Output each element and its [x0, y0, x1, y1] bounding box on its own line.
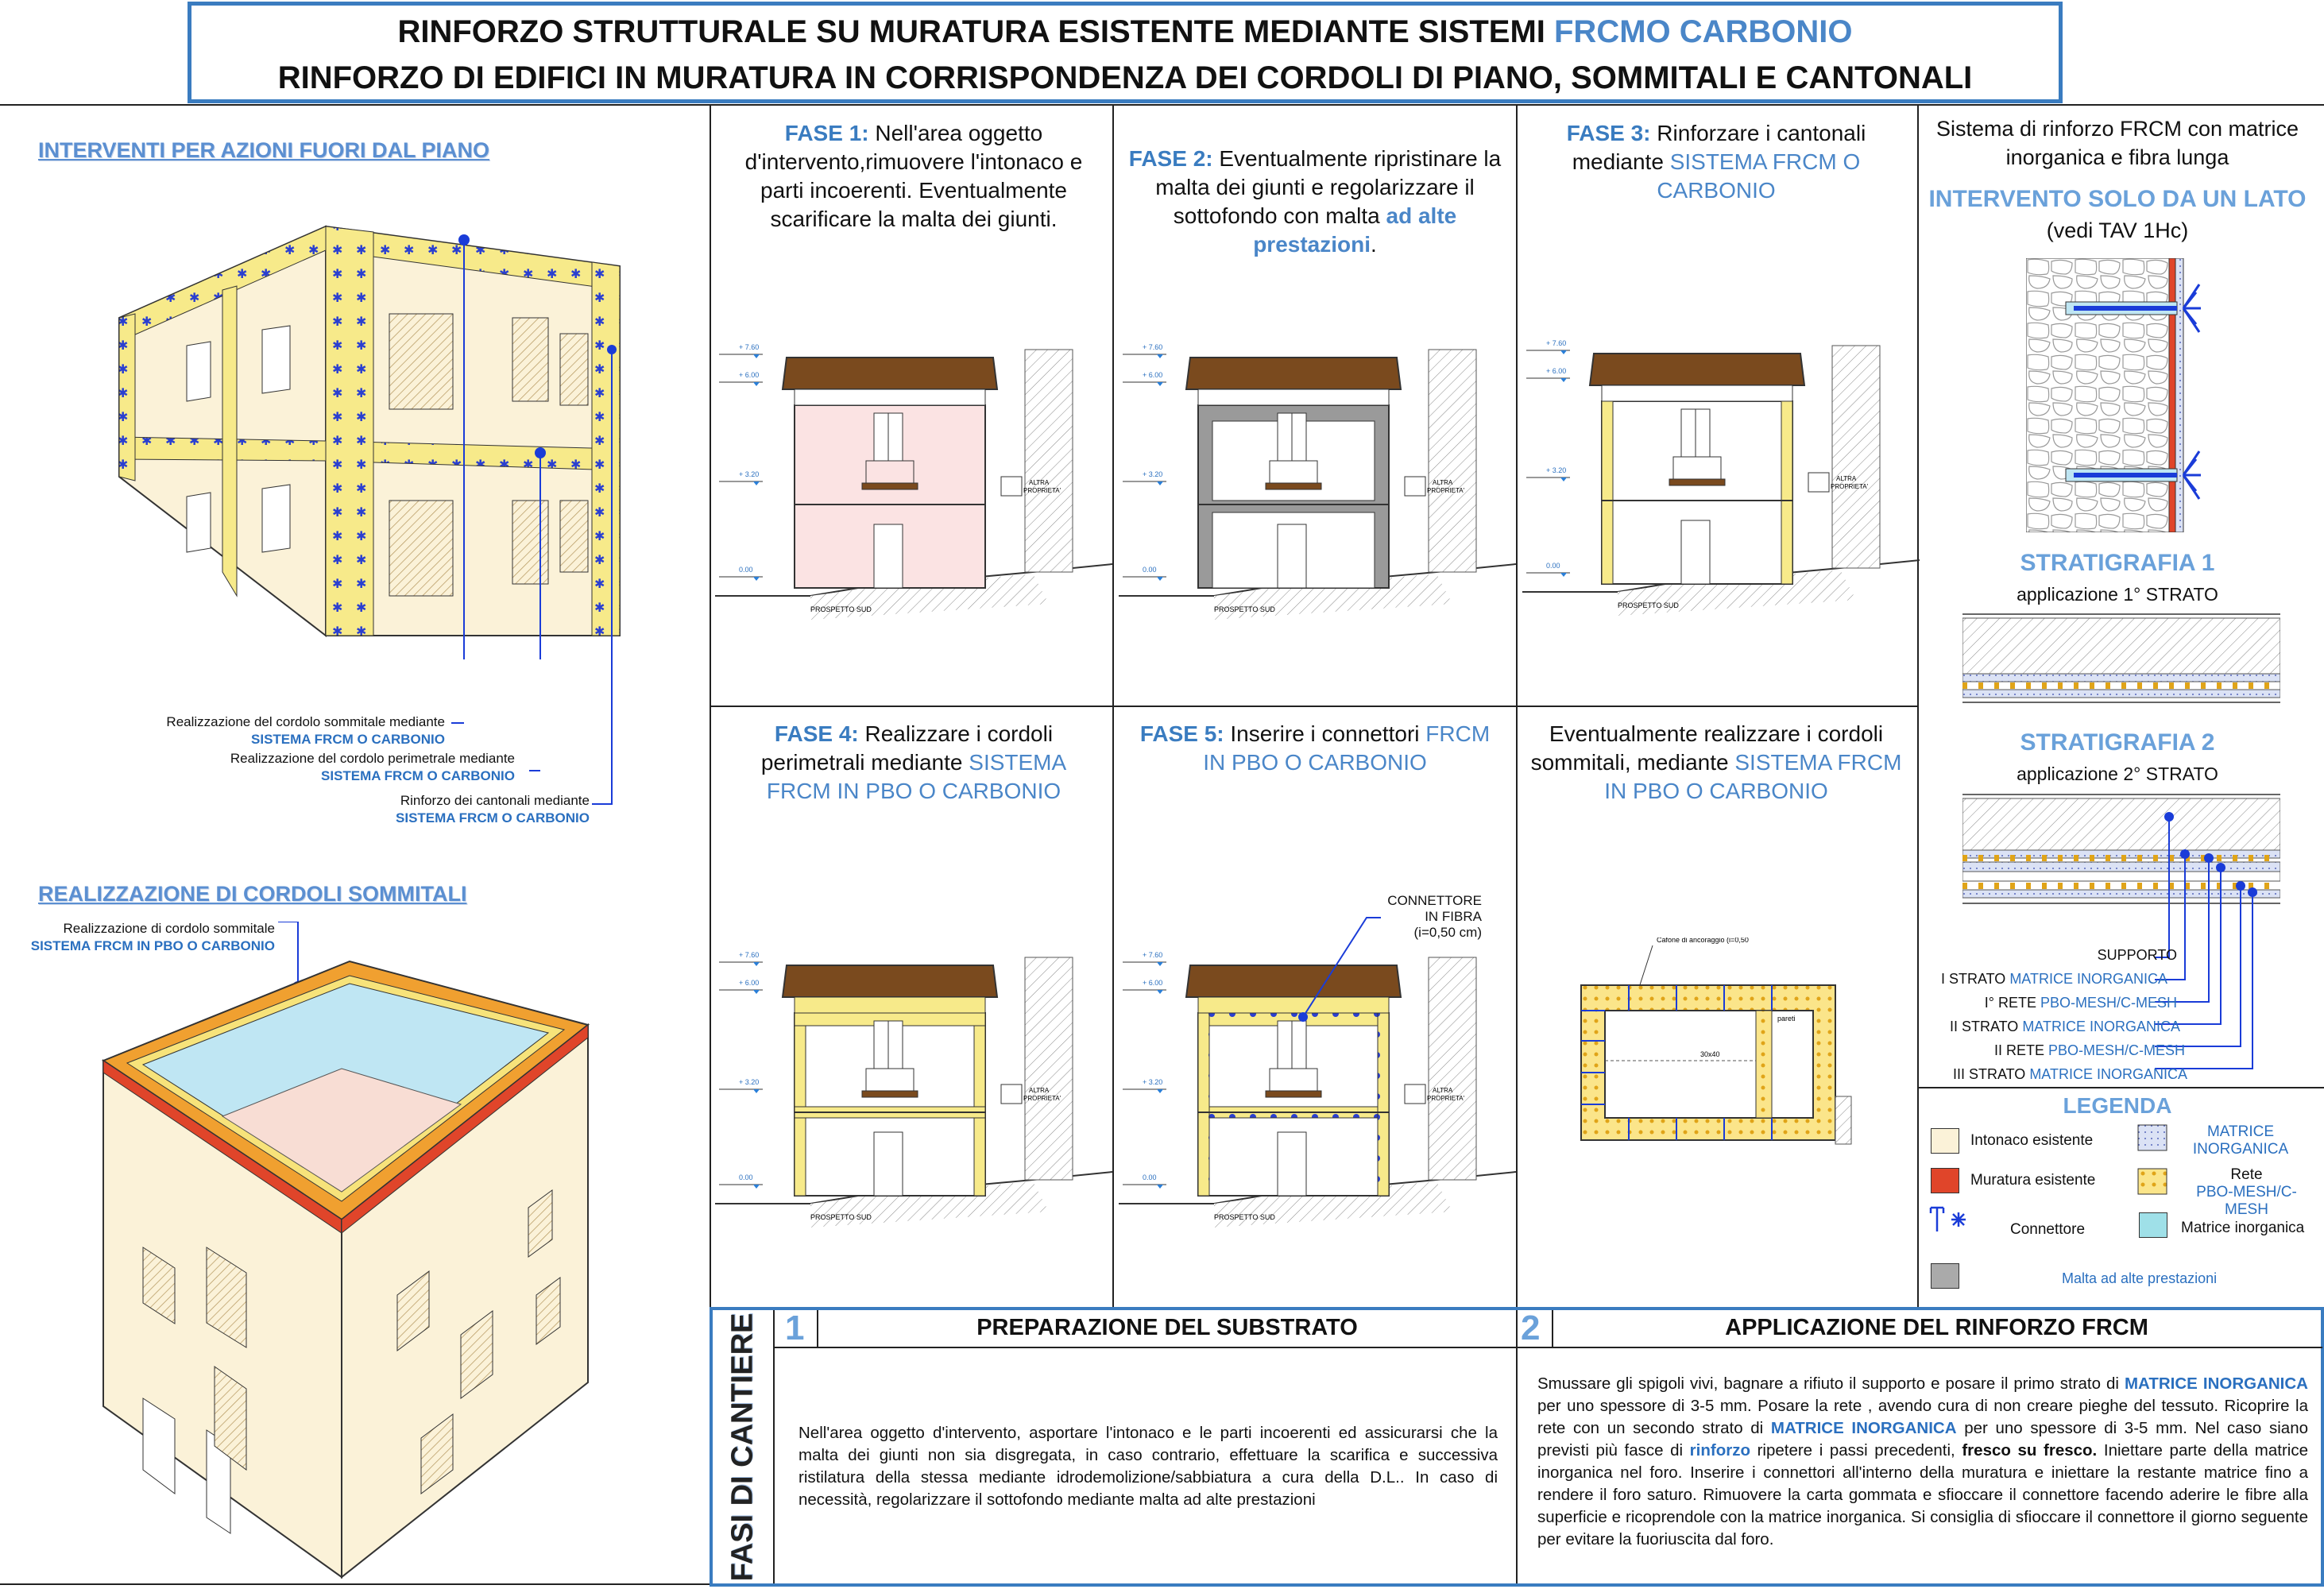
door: [1278, 524, 1306, 588]
legend-swatch-matrice-hatch: [2137, 1124, 2169, 1153]
level-marker: [753, 1185, 760, 1189]
bottom-divider-mid: [1516, 1310, 1518, 1583]
step-2-text-b1: MATRICE INORGANICA: [2124, 1374, 2308, 1393]
door: [1278, 1132, 1306, 1196]
level-label: + 6.00: [1143, 979, 1163, 987]
legend-swatch-intonaco: [1931, 1128, 1959, 1154]
strat-label-4-a: II RETE: [1993, 1042, 2048, 1058]
step-2-text-b3: rinforzo: [1689, 1441, 1750, 1459]
cantonale-right-dots: [1378, 1013, 1389, 1196]
roof-eave: [795, 997, 985, 1013]
note-cordolo-sommitale-2-text: Realizzazione di cordolo sommitale: [63, 921, 275, 936]
strat1-head: STRATIGRAFIA 1: [2020, 550, 2215, 576]
prospetto-label: PROSPETTO SUD: [1618, 601, 1679, 609]
roof-eave: [1198, 389, 1389, 405]
step-2-number: 2: [1521, 1309, 1541, 1347]
level-label: + 7.60: [1546, 339, 1567, 347]
wall-section-connector-detail: [2026, 258, 2201, 532]
phase-1-label: FASE 1:: [784, 121, 869, 145]
note-cantonali-text: Rinforzo dei cantonali mediante: [400, 793, 590, 808]
level-label: + 3.20: [739, 1078, 760, 1086]
balcony-slab: [862, 1091, 918, 1097]
plan-dim-label: 30x40: [1700, 1050, 1720, 1058]
balcony-slab: [1266, 1091, 1321, 1097]
level-marker: [1157, 990, 1163, 994]
elevation-phase-2: [1119, 334, 1516, 644]
legend-swatch-malta: [1931, 1263, 1959, 1289]
level-marker: [1560, 573, 1567, 577]
level-label: + 6.00: [1143, 371, 1163, 379]
prospetto-label: PROSPETTO SUD: [1214, 605, 1275, 613]
strat-label-4-b: PBO-MESH/C-MESH: [2048, 1042, 2185, 1058]
note-cantonali: [270, 792, 590, 827]
altra-label-1: ALTRA: [1029, 479, 1050, 486]
connettore-label-1: CONNETTORE: [1387, 893, 1482, 908]
cantonale-right: [1781, 401, 1792, 584]
strat-label-5-b: MATRICE INORGANICA: [2029, 1066, 2187, 1082]
level-marker: [1157, 1185, 1163, 1189]
phase-5-desc: Inserire i connettori: [1224, 721, 1426, 746]
altra-label-2: PROPRIETA': [1427, 487, 1465, 494]
strat2-head: STRATIGRAFIA 2: [2020, 729, 2215, 756]
level-marker: [753, 382, 760, 386]
note-cordolo-sommitale-text: Realizzazione del cordolo sommitale mediante: [166, 714, 445, 729]
altra-label-1: ALTRA: [1029, 1087, 1050, 1094]
phase-5-label: FASE 5:: [1139, 721, 1224, 746]
phase-5-text: [1128, 720, 1502, 777]
neighbour-building: [1429, 350, 1476, 572]
side-box: [1405, 1084, 1425, 1104]
cantonale-left-dots: [1198, 1013, 1209, 1196]
level-label: + 3.20: [739, 470, 760, 478]
phase-1-desc: Nell'area oggetto d'intervento,rimuovere l'intonaco e parti incoerenti. Eventualmente scarificare la malta dei giunti.: [744, 121, 1083, 231]
legend-rete: [2177, 1166, 2316, 1219]
phase-4-text: [727, 720, 1100, 806]
step-2-text-b4: fresco su fresco.: [1962, 1441, 2098, 1459]
level-label: 0.00: [1143, 1173, 1157, 1181]
level-marker: [753, 990, 760, 994]
door: [874, 524, 903, 588]
cantonale-left: [1602, 401, 1613, 584]
level-label: + 7.60: [739, 951, 760, 959]
level-marker: [1157, 354, 1163, 358]
connettore-label-2: IN FIBRA: [1425, 909, 1482, 924]
bottom-divider-side: [773, 1310, 775, 1583]
altra-label-2: PROPRIETA': [1427, 1095, 1465, 1102]
right-intro: Sistema di rinforzo FRCM con matrice inorganica e fibra lunga: [1935, 117, 2299, 169]
legend-swatch-matrice-inorg: [2139, 1212, 2167, 1238]
phase-2-end: .: [1371, 232, 1377, 257]
strat-label-1-a: I STRATO: [1940, 971, 2010, 987]
side-box: [1405, 477, 1425, 496]
strat-label-5-a: III STRATO: [1952, 1066, 2030, 1082]
strat-label-3: [1926, 1019, 2180, 1035]
section-title-cordoli-sommitali: REALIZZAZIONE DI CORDOLI SOMMITALI: [38, 882, 467, 906]
prospetto-label: PROSPETTO SUD: [1214, 1213, 1275, 1221]
legend-matrice: [2181, 1123, 2300, 1158]
roof-eave: [795, 389, 985, 405]
title-line-1-accent: FRCMO CARBONIO: [1554, 14, 1853, 49]
legend-connettore: Connettore: [2010, 1221, 2086, 1238]
connettore-leader: [1287, 906, 1382, 1033]
level-marker: [1157, 962, 1163, 966]
level-marker: [753, 354, 760, 358]
phase-6-desc: Eventualmente realizzare i cordoli sommitali, mediante: [1530, 721, 1884, 775]
step-1-title: PREPARAZIONE DEL SUBSTRATO: [976, 1315, 1358, 1340]
neighbour-building: [1429, 957, 1476, 1180]
strat-label-supporto-text: SUPPORTO: [2097, 947, 2177, 963]
fasi-cantiere-text: FASI DI CANTIERE: [725, 1313, 760, 1581]
level-label: + 3.20: [1546, 466, 1567, 474]
step-2-text-f: Iniettare parte della matrice inorganica nel foro. Inserire i connettori all'interno della muratura e iniettare la restante matrice fino a rendere il foro saturo. Rimuovere la carta gommata e sfioccare il connettore facendo aderire le fibre alla superficie e ricoprendole con la matrice inorganica. Si consiglia di sfioccare il connettore il giorno seguente per evitare la fuoriuscita dal foro.: [1537, 1441, 2309, 1548]
strat-label-3-b: MATRICE INORGANICA: [2022, 1019, 2180, 1034]
level-marker: [1560, 350, 1567, 354]
step-1-text: Nell'area oggetto d'intervento, asportare l'intonaco e le parti incoerenti ed assicurarsi che la malta dei giunti non sia disgregata, in caso contrario, effettuare la scarifica e successiva ristilatura della stessa mediante idrodemolizione/sabbiatura a cura della D.L.. In caso di necessità, regolarizzare il sottofondo mediante malta ad alte prestazioni: [799, 1424, 1498, 1509]
strat-label-supporto: [1923, 947, 2177, 964]
level-marker: [753, 1089, 760, 1093]
strat1-sub: applicazione 1° STRATO: [2017, 584, 2218, 605]
phase-3-text: [1537, 119, 1895, 205]
strat-label-4: [1931, 1042, 2185, 1059]
legend-rete-1: Rete: [2230, 1166, 2263, 1183]
level-label: 0.00: [739, 566, 753, 574]
level-label: + 6.00: [1546, 367, 1567, 375]
connettore-label-3: (i=0,50 cm): [1413, 925, 1482, 940]
level-label: + 3.20: [1143, 1078, 1163, 1086]
altra-label-1: ALTRA: [1433, 1087, 1453, 1094]
step-2-text-a: Smussare gli spigoli vivi, bagnare a rifiuto il supporto e posare il primo strato di: [1537, 1374, 2125, 1393]
cantonale-left: [795, 1013, 806, 1196]
side-box: [1001, 1084, 1022, 1104]
level-label: 0.00: [739, 1173, 753, 1181]
elevation-phase-1: [715, 334, 1112, 644]
altra-label-1: ALTRA: [1433, 479, 1453, 486]
level-marker: [1560, 477, 1567, 481]
level-label: + 7.60: [1143, 951, 1163, 959]
step-2-title: APPLICAZIONE DEL RINFORZO FRCM: [1725, 1315, 2148, 1340]
level-label: 0.00: [1143, 566, 1157, 574]
right-head-intervento: INTERVENTO SOLO DA UN LATO: [1928, 186, 2307, 212]
step-2-text-b2: MATRICE INORGANICA: [1770, 1419, 1957, 1437]
strat-label-3-a: II STRATO: [1949, 1019, 2023, 1034]
level-marker: [753, 962, 760, 966]
note-cordolo-perimetrale-text: Realizzazione del cordolo perimetrale mediante: [230, 751, 515, 766]
strat-label-1-b: MATRICE INORGANICA: [2009, 971, 2167, 987]
neighbour-building: [1025, 350, 1073, 572]
altra-label-2: PROPRIETA': [1023, 1095, 1061, 1102]
level-label: + 7.60: [739, 343, 760, 351]
connector-icon: [1929, 1204, 1969, 1235]
section-title-out-of-plane: INTERVENTI PER AZIONI FUORI DAL PIANO: [38, 138, 490, 162]
phase-4-system: SISTEMA FRCM IN PBO O CARBONIO: [766, 750, 1067, 803]
legend-matrice-1: MATRICE: [2206, 1123, 2275, 1140]
phase-2-bold: ad alte prestazioni: [1253, 203, 1457, 257]
roof: [1590, 354, 1804, 385]
legend-swatch-rete: [2137, 1168, 2169, 1197]
door: [874, 1132, 903, 1196]
divider-bottom-left: [0, 1583, 710, 1585]
phase-2-label: FASE 2:: [1128, 146, 1213, 171]
right-sub-intervento: (vedi TAV 1Hc): [2046, 218, 2189, 242]
step-2-text-d: per uno spessore di 3-5 mm. Nel caso siano previsti più fasce di: [1537, 1419, 2309, 1459]
door: [1681, 520, 1710, 584]
level-marker: [753, 481, 760, 485]
level-marker: [1157, 1089, 1163, 1093]
divider-middle: [710, 706, 1917, 707]
level-marker: [1560, 378, 1567, 382]
level-label: + 6.00: [739, 371, 760, 379]
elevation-phase-3: [1522, 330, 1920, 640]
note-cordolo-perimetrale-system: SISTEMA FRCM O CARBONIO: [321, 768, 515, 783]
legend-swatch-muratura: [1931, 1168, 1959, 1193]
legend-matrice-inorganica: Matrice inorganica: [2181, 1220, 2305, 1236]
prospetto-label: PROSPETTO SUD: [810, 1213, 872, 1221]
level-marker: [1157, 577, 1163, 581]
cantonale-right: [974, 1013, 985, 1196]
strat-label-1: [1913, 971, 2167, 988]
note-cordolo-perimetrale: [159, 750, 515, 785]
roof: [783, 965, 997, 997]
phase-2-desc: Eventualmente ripristinare la malta dei giunti e regolarizzare il sottofondo con malta: [1155, 146, 1502, 228]
step-2-text-c: per uno spessore di 3-5 mm. Posare la rete , avendo cura di non creare pieghe del tessuto. Ricoprire la rete con un secondo strato di: [1537, 1397, 2308, 1437]
prospetto-label: PROSPETTO SUD: [810, 605, 872, 613]
step-2-text: [1537, 1373, 2308, 1551]
legend-rete-2: PBO-MESH/C-MESH: [2196, 1184, 2297, 1218]
note-cordolo-sommitale-system: SISTEMA FRCM O CARBONIO: [251, 732, 445, 747]
legend-intonaco: Intonaco esistente: [1970, 1132, 2094, 1149]
phase-6-text: [1529, 720, 1903, 806]
plan-pareti-label: pareti: [1777, 1015, 1796, 1023]
level-label: 0.00: [1546, 562, 1560, 570]
legend-malta: Malta ad alte prestazioni: [2062, 1270, 2218, 1286]
note-cordolo-sommitale-2-system: SISTEMA FRCM IN PBO O CARBONIO: [30, 938, 275, 953]
level-marker: [753, 577, 760, 581]
balcony-slab: [862, 483, 918, 489]
neighbour-building: [1832, 346, 1880, 568]
phase-6-system: SISTEMA FRCM IN PBO O CARBONIO: [1604, 750, 1902, 803]
step-1-number: 1: [785, 1309, 805, 1347]
note-cordolo-sommitale: [95, 713, 445, 748]
level-label: + 6.00: [739, 979, 760, 987]
legend-muratura: Muratura esistente: [1970, 1172, 2096, 1189]
roof: [783, 358, 997, 389]
strat-label-5: [1933, 1066, 2187, 1083]
strat-label-2-a: I° RETE: [1984, 995, 2040, 1011]
phase-4-desc: Realizzare i cordoli perimetrali mediante: [760, 721, 1054, 775]
phase-3-label: FASE 3:: [1566, 121, 1651, 145]
balcony-slab: [1266, 483, 1321, 489]
level-label: + 7.60: [1143, 343, 1163, 351]
phase-2-text: [1128, 145, 1502, 259]
phase-3-system: SISTEMA FRCM O CARBONIO: [1657, 149, 1861, 203]
elevation-phase-4: [715, 941, 1112, 1251]
title-line-1-main: RINFORZO STRUTTURALE SU MURATURA ESISTENTE MEDIANTE SISTEMI: [397, 14, 1554, 49]
strat-label-2: [1923, 995, 2177, 1011]
strat-label-2-b: PBO-MESH/C-MESH: [2040, 995, 2177, 1011]
stratigrafia-1-diagram: [1962, 610, 2280, 706]
side-box: [1808, 473, 1829, 492]
legend-matrice-2: INORGANICA: [2192, 1141, 2289, 1158]
altra-label-2: PROPRIETA': [1831, 483, 1869, 490]
balcony-slab: [1669, 479, 1725, 485]
building-top-view-illustration: [95, 922, 636, 1581]
bottom-header-line: [773, 1347, 2322, 1348]
legend-title: LEGENDA: [2063, 1093, 2172, 1118]
altra-label-1: ALTRA: [1836, 475, 1857, 482]
phase-3-desc: Rinforzare i cantonali mediante: [1572, 121, 1866, 174]
roof: [1186, 358, 1401, 389]
divider-col4: [1917, 104, 1919, 1307]
fasi-cantiere-label: [713, 1310, 773, 1583]
phase-5-system: FRCM IN PBO O CARBONIO: [1203, 721, 1491, 775]
strat2-sub: applicazione 2° STRATO: [2017, 764, 2218, 784]
plan-note: Cafone di ancoraggio (i=0,50: [1657, 938, 1749, 944]
note-cantonali-system: SISTEMA FRCM O CARBONIO: [396, 810, 590, 825]
level-marker: [1157, 481, 1163, 485]
phase-1-text: [727, 119, 1100, 234]
title-line-2: RINFORZO DI EDIFICI IN MURATURA IN CORRISPONDENZA DEI CORDOLI DI PIANO, SOMMITALI E CANTONALI: [277, 60, 1973, 95]
altra-label-2: PROPRIETA': [1023, 487, 1061, 494]
level-label: + 3.20: [1143, 470, 1163, 478]
roof-eave: [1602, 385, 1792, 401]
side-box: [1001, 477, 1022, 496]
level-marker: [1157, 382, 1163, 386]
plan-cordoli-sommitali: [1557, 938, 1907, 1160]
step-2-text-e: ripetere i passi precedenti,: [1750, 1441, 1962, 1459]
neighbour-building: [1025, 957, 1073, 1180]
phase-4-label: FASE 4:: [774, 721, 859, 746]
